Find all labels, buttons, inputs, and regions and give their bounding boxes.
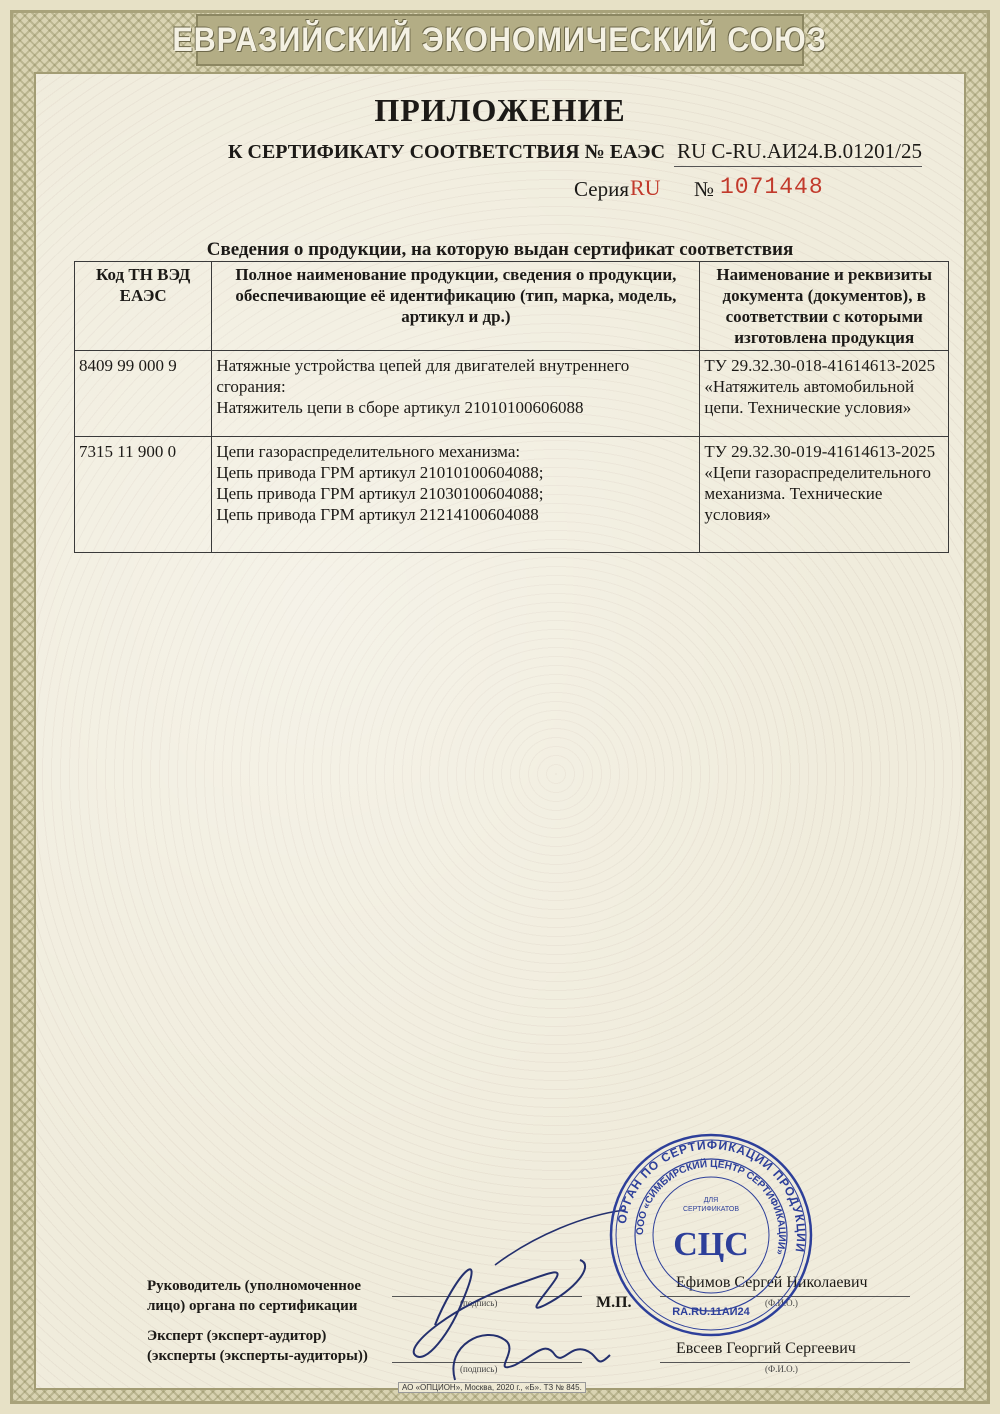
series-label: Серия [574, 177, 629, 201]
cell-code: 8409 99 000 9 [75, 351, 212, 437]
number-label: № [694, 177, 715, 201]
cell-description: Цепи газораспределительного механизма: Цепь привода ГРМ артикул 21010100604088; Цепь привода ГРМ артикул 21030100604088; Цепь привода ГРМ артикул 21214100604088 [212, 437, 700, 553]
header-banner [172, 14, 828, 66]
certificate-number: RU C-RU.АИ24.В.01201/25 [677, 139, 923, 163]
svg-text:СЦС: СЦС [673, 1226, 749, 1263]
certificate-subtitle: К СЕРТИФИКАТУ СООТВЕТСТВИЯ № ЕАЭС [228, 141, 666, 163]
expert-name-caption: (Ф.И.О.) [765, 1364, 798, 1374]
column-header-document: Наименование и реквизиты документа (документов), в соответствии с которыми изготовлена продукция [700, 262, 949, 351]
table-row [75, 351, 949, 437]
form-number: 1071448 [720, 174, 824, 200]
expert-name-line [660, 1362, 910, 1363]
series-value: RU [630, 175, 661, 200]
svg-text:RA.RU.11АИ24: RA.RU.11АИ24 [672, 1306, 750, 1318]
certificate-number-underline [674, 166, 922, 167]
head-signature-caption: (подпись) [460, 1298, 498, 1308]
product-table [74, 261, 949, 553]
expert-name: Евсеев Георгий Сергеевич [676, 1340, 856, 1357]
head-name: Ефимов Сергей Николаевич [676, 1274, 868, 1291]
official-seal [606, 1130, 816, 1340]
svg-text:ОРГАН ПО СЕРТИФИКАЦИИ ПРОДУКЦИ: ОРГАН ПО СЕРТИФИКАЦИИ ПРОДУКЦИИ [614, 1137, 809, 1254]
page-title: ПРИЛОЖЕНИЕ [374, 92, 626, 128]
printer-note: АО «ОПЦИОН», Москва, 2020 г., «Б». ТЗ № 845. [398, 1382, 586, 1393]
banner-text: ЕВРАЗИЙСКИЙ ЭКОНОМИЧЕСКИЙ СОЮЗ [172, 20, 828, 59]
expert-label: Эксперт (эксперт-аудитор) (эксперты (эксперты-аудиторы)) [147, 1328, 368, 1364]
head-label: Руководитель (уполномоченное лицо) органа по сертификации [147, 1278, 362, 1314]
svg-text:СЕРТИФИКАТОВ: СЕРТИФИКАТОВ [682, 1206, 740, 1213]
cell-document: ТУ 29.32.30-019-41614613-2025 «Цепи газораспределительного механизма. Технические условия» [700, 437, 949, 553]
cell-code: 7315 11 900 0 [75, 437, 212, 553]
table-row [75, 437, 949, 553]
section-heading: Сведения о продукции, на которую выдан сертификат соответствия [206, 239, 794, 260]
svg-text:ДЛЯ: ДЛЯ [703, 1197, 719, 1204]
table-header-row [75, 262, 949, 351]
stamp-place-label: М.П. [596, 1294, 632, 1311]
svg-text:ООО «СИМБИРСКИЙ ЦЕНТР СЕРТИФИК: ООО «СИМБИРСКИЙ ЦЕНТР СЕРТИФИКАЦИИ» [634, 1158, 788, 1256]
column-header-description: Полное наименование продукции, сведения о продукции, обеспечивающие её идентификацию (тип, марка, модель, артикул и др.) [212, 262, 700, 351]
cell-description: Натяжные устройства цепей для двигателей внутреннего сгорания: Натяжитель цепи в сборе артикул 21010100606088 [212, 351, 700, 437]
expert-signature-caption: (подпись) [460, 1364, 498, 1374]
column-header-code: Код ТН ВЭД ЕАЭС [75, 262, 212, 351]
cell-document: ТУ 29.32.30-018-41614613-2025 «Натяжитель автомобильной цепи. Технические условия» [700, 351, 949, 437]
head-name-caption: (Ф.И.О.) [765, 1298, 798, 1308]
